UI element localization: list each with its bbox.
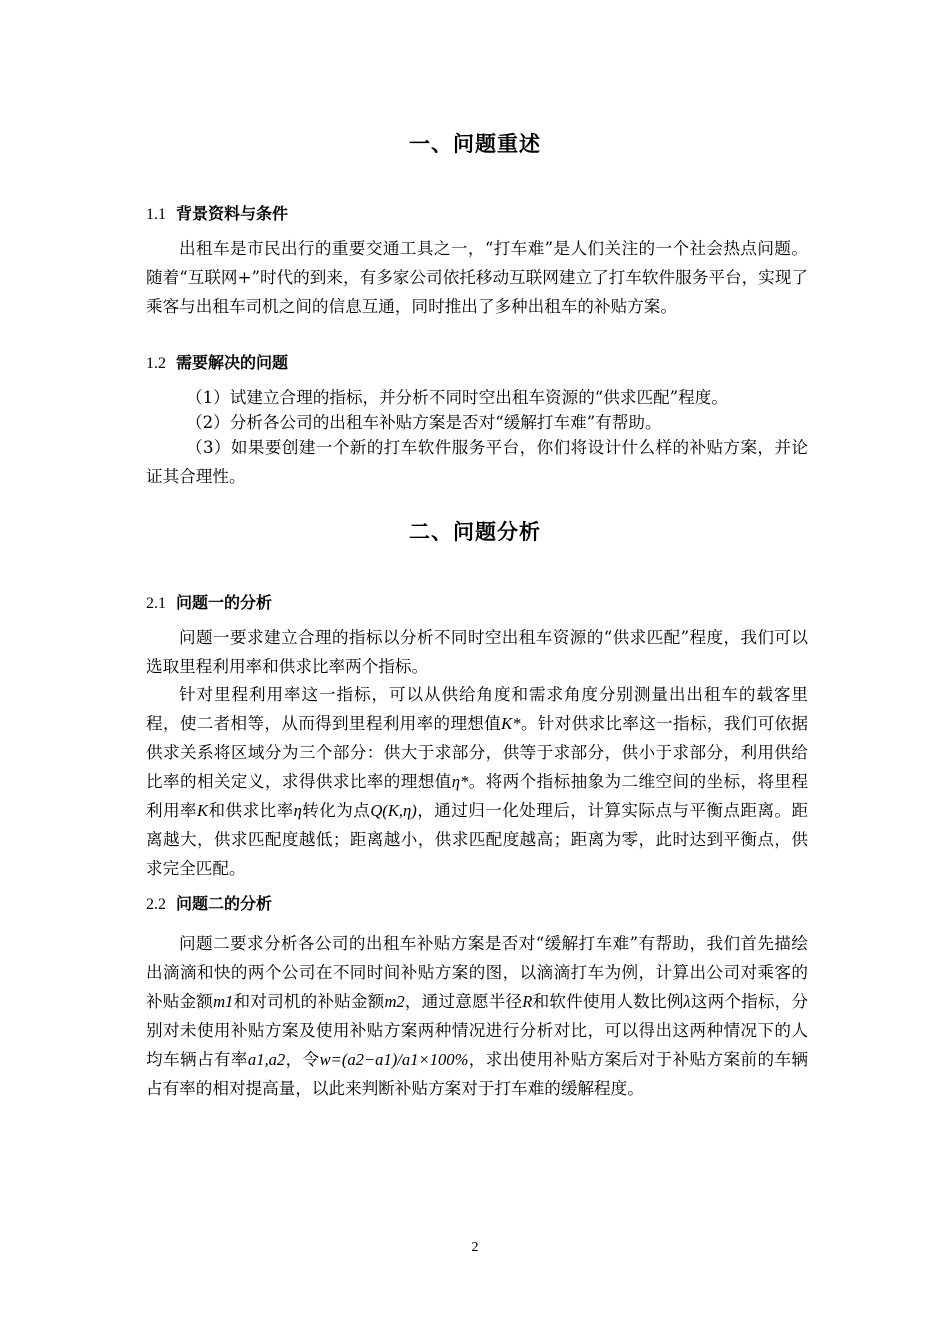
analysis-2-paragraph [146,929,808,1103]
analysis-1-detail-paragraph [146,680,808,883]
text-run: ，求出使用补贴方案后对于补贴方案前的车辆占有率的相对提高量，以此来判断补贴方案对于打车难的缓解程度。 [146,1050,809,1098]
problem-item-3: （3）如果要创建一个新的打车软件服务平台，你们将设计什么样的补贴方案，并论证其合理性。 [146,438,808,486]
ideal-ratio-symbol: η* [451,772,469,791]
text-run: 。将两个指标抽象为二维空间的坐标，将里程利用率 [146,772,809,820]
mileage-symbol: K [197,801,209,820]
text-run: 和供求比率 [208,801,294,820]
text-run: 。针对供求比率这一指标，我们可依据供求关系将区域分为三个部分：供大于求部分，供等于求部分，供小于求部分，利用供给比率的相关定义，求得供求比率的理想值 [146,714,809,791]
text-run: ，令 [285,1050,320,1069]
subsection-title: 背景资料与条件 [176,204,289,223]
text-run: 转化为点 [301,801,371,820]
text-run: 问题二要求分析各公司的出租车补贴方案是否对“缓解打车难”有帮助，我们首先描绘出滴滴和快的两个公司在不同时间补贴方案的图，以滴滴打车为例，计算出公司对乘客的补贴金额 [146,934,808,1011]
improvement-formula: w=(a2−a1)/a1×100% [319,1050,469,1069]
subsection-title: 问题二的分析 [176,894,273,913]
problem-item-1: （1）试建立合理的指标，并分析不同时空出租车资源的“供求匹配”程度。 [186,388,728,407]
occupancy-symbols: a1,a2 [247,1050,286,1069]
passenger-subsidy-symbol: m1 [213,992,234,1011]
driver-subsidy-symbol: m2 [384,992,405,1011]
section-1-title: 一、问题重述 [409,132,541,156]
subsection-number: 2.1 [146,595,166,612]
text-run: 和对司机的补贴金额 [233,992,385,1011]
problem-item-2: （2）分析各公司的出租车补贴方案是否对“缓解打车难”有帮助。 [186,413,662,432]
text-run: 和软件使用人数比例 [532,992,684,1011]
text-run: ，通过意愿半径 [404,992,523,1011]
section-2-title: 二、问题分析 [409,520,541,544]
subsection-2-1-heading [146,590,272,613]
subsection-title: 问题一的分析 [176,593,273,612]
text-run: 这两个指标，分别对未使用补贴方案及使用补贴方案两种情况进行分析对比，可以得出这两种情况下的人均车辆占有率 [146,992,809,1069]
subsection-1-1-heading [146,201,288,224]
subsection-number: 1.2 [146,355,166,372]
point-formula: Q(K,η) [370,801,417,820]
text-run: 针对里程利用率这一指标，可以从供给角度和需求角度分别测量出出租车的载客里程，使二者相等，从而得到里程利用率的理想值 [146,685,808,733]
user-ratio-symbol: λ [683,992,691,1011]
subsection-title: 需要解决的问题 [176,353,289,372]
radius-symbol: R [522,992,533,1011]
subsection-number: 1.1 [146,206,166,223]
analysis-1-intro-paragraph: 问题一要求建立合理的指标以分析不同时空出租车资源的“供求匹配”程度，我们可以选取里程利用率和供求比率两个指标。 [146,628,808,676]
subsection-2-2-heading [146,891,272,914]
background-paragraph: 出租车是市民出行的重要交通工具之一，“打车难”是人们关注的一个社会热点问题。随着“互联网+”时代的到来，有多家公司依托移动互联网建立了打车软件服务平台，实现了乘客与出租车司机之间的信息互通，同时推出了多种出租车的补贴方案。 [146,239,808,316]
subsection-1-2-heading [146,350,288,373]
page-number: 2 [471,1240,479,1255]
subsection-number: 2.2 [146,896,166,913]
text-run: ，通过归一化处理后，计算实际点与平衡点距离。距离越大，供求匹配度越低；距离越小，供求匹配度越高；距离为零，此时达到平衡点，供求完全匹配。 [146,801,809,878]
ratio-symbol: η [293,801,302,820]
ideal-mileage-symbol: K* [501,714,521,733]
